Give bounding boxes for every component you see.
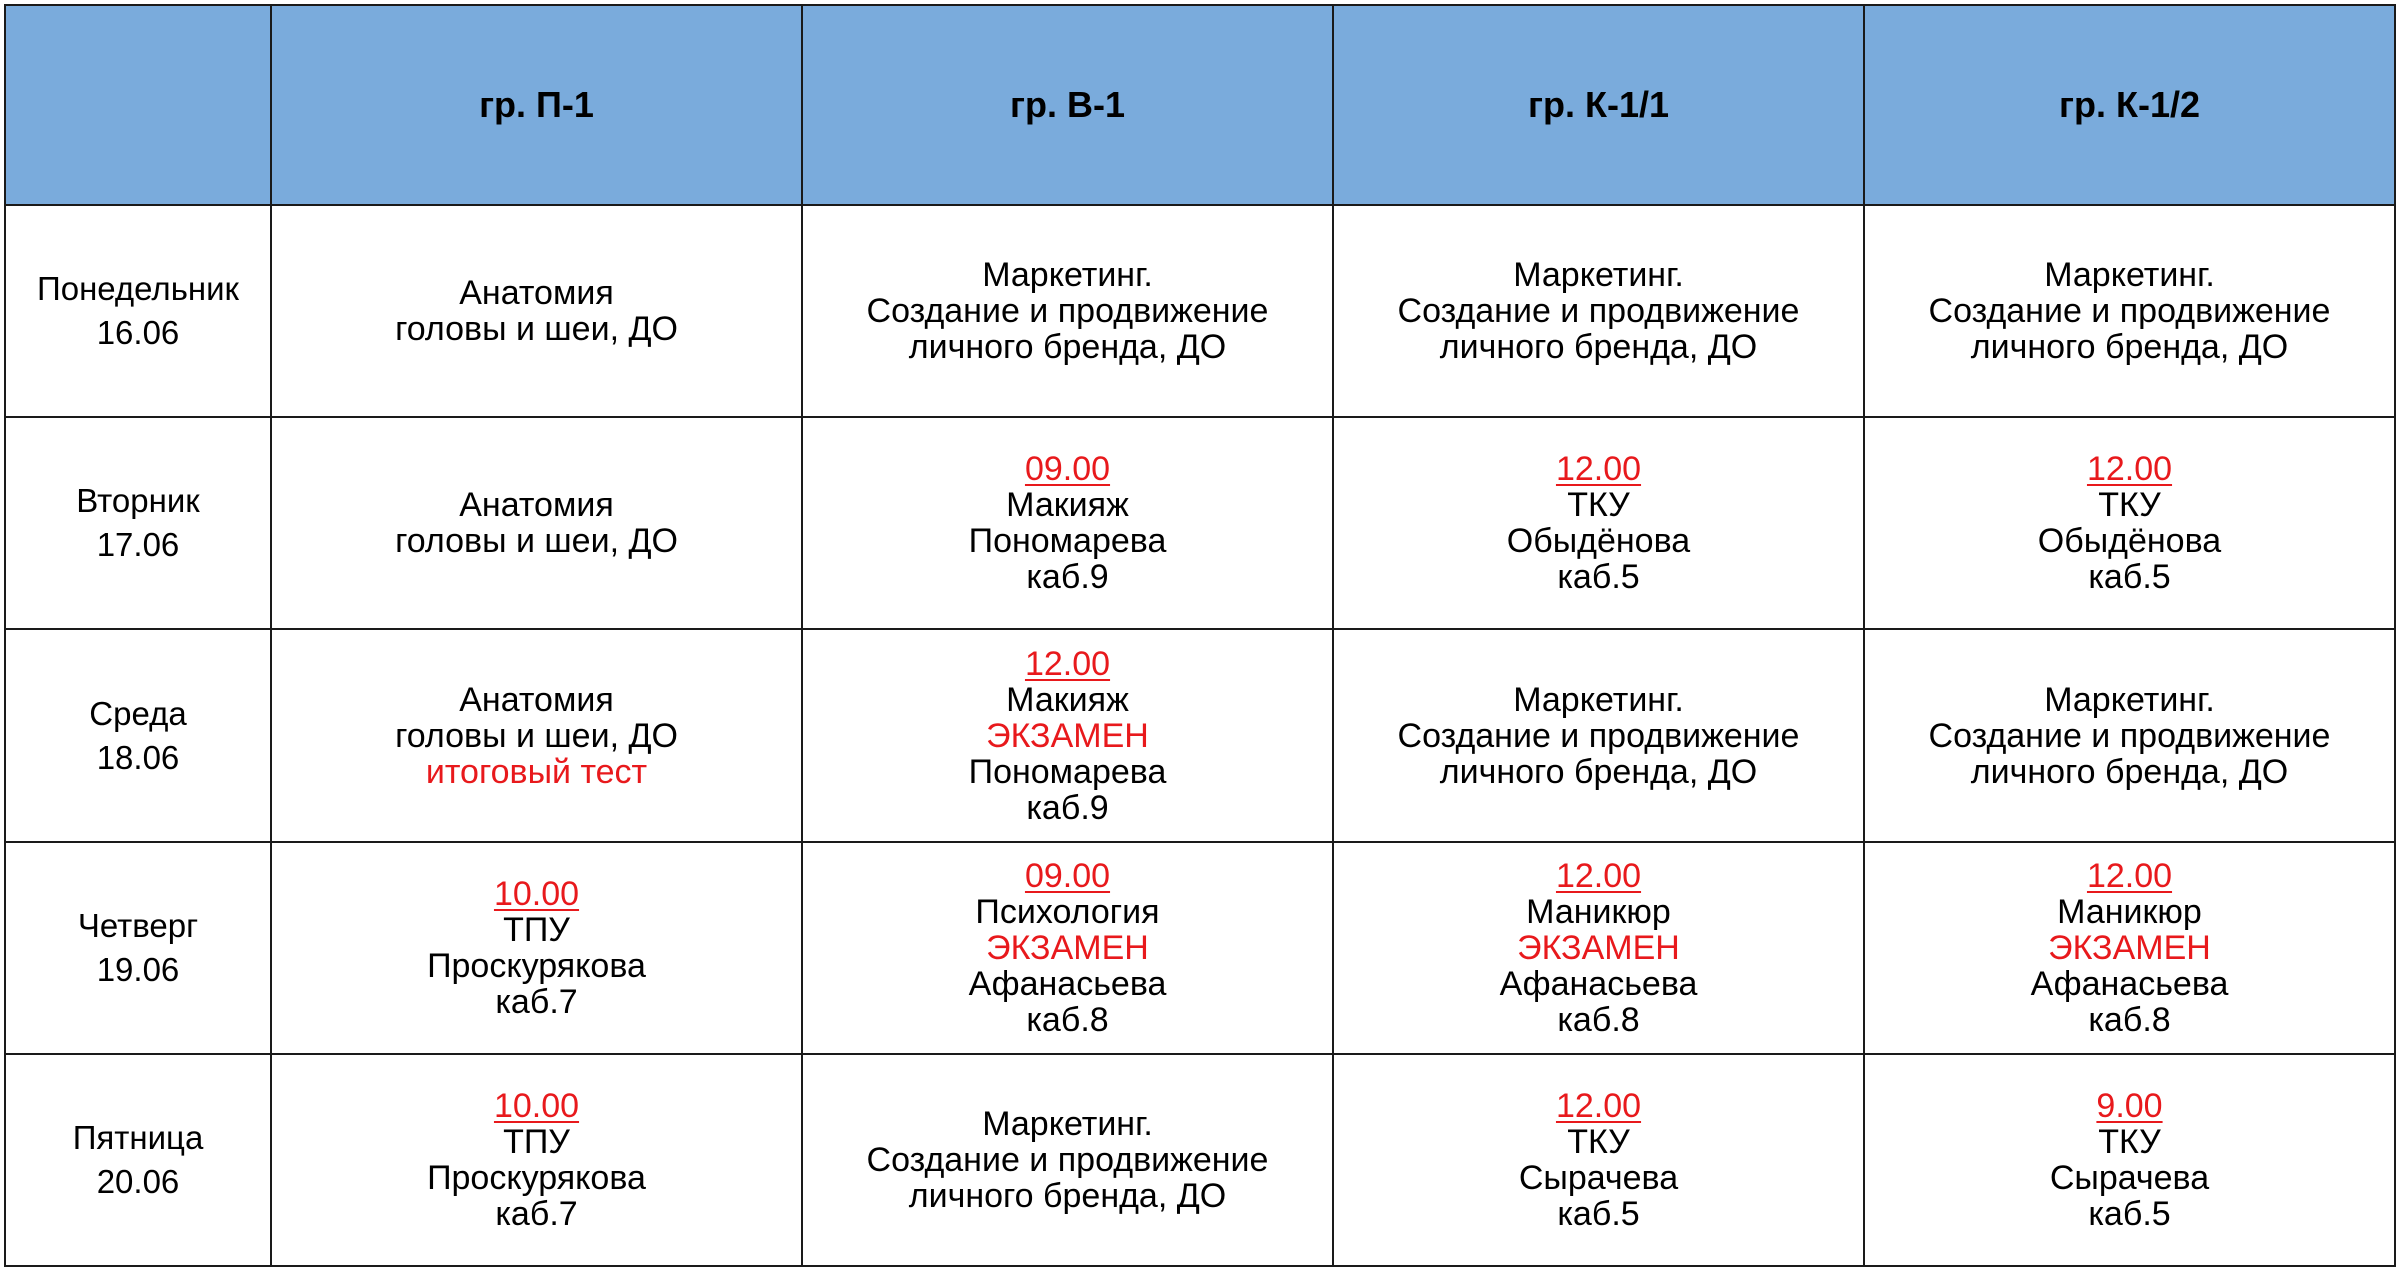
final-test-note: итоговый тест [425, 752, 648, 791]
day-name: Четверг [77, 906, 199, 944]
teacher-name: Сырачева [2049, 1158, 2210, 1197]
lesson-cell [802, 1054, 1333, 1266]
lesson-time: 10.00 [493, 874, 580, 913]
subject-text: личного бренда, ДО [1970, 328, 2289, 367]
day-date: 18.06 [96, 738, 180, 776]
lesson-cell [802, 842, 1333, 1054]
room-number: каб.5 [1557, 1194, 1640, 1233]
lesson-cell [271, 417, 802, 629]
room-number: каб.5 [1557, 558, 1640, 597]
subject-text: личного бренда, ДО [908, 328, 1227, 367]
lesson-cell [1333, 629, 1864, 841]
room-number: каб.5 [2088, 558, 2171, 597]
day-row-tuesday [5, 417, 2395, 629]
room-number: каб.9 [1026, 558, 1109, 597]
subject-text: Маркетинг. [982, 1104, 1153, 1143]
subject-text: Психология [975, 892, 1160, 931]
subject-text: ТКУ [1567, 1122, 1630, 1161]
group-header-v1: гр. В-1 [802, 5, 1333, 205]
day-row-wednesday [5, 629, 2395, 841]
day-row-friday [5, 1054, 2395, 1266]
subject-text: личного бренда, ДО [1439, 752, 1758, 791]
day-cell [5, 842, 271, 1054]
subject-text: личного бренда, ДО [1970, 752, 2289, 791]
subject-text: Маникюр [1526, 892, 1671, 931]
subject-text: Макияж [1006, 680, 1129, 719]
lesson-time: 10.00 [493, 1086, 580, 1125]
exam-badge: ЭКЗАМЕН [986, 928, 1149, 967]
subject-text: Маркетинг. [2044, 256, 2215, 295]
subject-text: Создание и продвижение [866, 1140, 1269, 1179]
lesson-cell [1333, 1054, 1864, 1266]
lesson-cell [271, 842, 802, 1054]
exam-badge: ЭКЗАМЕН [2048, 928, 2211, 967]
lesson-cell [802, 629, 1333, 841]
day-cell [5, 417, 271, 629]
teacher-name: Обыдёнова [1506, 522, 1691, 561]
group-header-p1: гр. П-1 [271, 5, 802, 205]
teacher-name: Пономарева [968, 522, 1167, 561]
lesson-cell [1333, 205, 1864, 417]
lesson-time: 12.00 [1555, 1086, 1642, 1125]
lesson-time: 09.00 [1024, 856, 1111, 895]
subject-text: личного бренда, ДО [908, 1176, 1227, 1215]
day-cell [5, 205, 271, 417]
lesson-cell [271, 1054, 802, 1266]
exam-badge: ЭКЗАМЕН [986, 716, 1149, 755]
subject-text: Создание и продвижение [1928, 292, 2331, 331]
day-date: 16.06 [96, 314, 180, 352]
room-number: каб.9 [1026, 788, 1109, 827]
lesson-cell [1864, 842, 2395, 1054]
teacher-name: Афанасьева [2030, 964, 2229, 1003]
header-row [5, 5, 2395, 205]
subject-text: Маникюр [2057, 892, 2202, 931]
lesson-cell [1864, 205, 2395, 417]
room-number: каб.7 [495, 1194, 578, 1233]
lesson-time: 09.00 [1024, 450, 1111, 489]
lesson-cell [1864, 1054, 2395, 1266]
subject-text: Создание и продвижение [866, 292, 1269, 331]
room-number: каб.8 [1026, 1000, 1109, 1039]
subject-text: головы и шеи, ДО [395, 522, 678, 561]
subject-text: Маркетинг. [1513, 256, 1684, 295]
room-number: каб.8 [2088, 1000, 2171, 1039]
teacher-name: Сырачева [1518, 1158, 1679, 1197]
day-name: Среда [89, 694, 187, 732]
lesson-cell [271, 205, 802, 417]
day-name: Понедельник [37, 270, 239, 308]
lesson-time: 12.00 [1555, 450, 1642, 489]
subject-text: личного бренда, ДО [1439, 328, 1758, 367]
subject-text: ТКУ [1567, 486, 1630, 525]
teacher-name: Проскурякова [427, 946, 646, 985]
room-number: каб.7 [495, 982, 578, 1021]
subject-text: головы и шеи, ДО [395, 716, 678, 755]
day-cell [5, 629, 271, 841]
room-number: каб.8 [1557, 1000, 1640, 1039]
day-date: 17.06 [96, 526, 180, 564]
group-header-k1-2: гр. К-1/2 [1864, 5, 2395, 205]
exam-badge: ЭКЗАМЕН [1517, 928, 1680, 967]
subject-text: Анатомия [459, 680, 614, 719]
teacher-name: Афанасьева [968, 964, 1167, 1003]
schedule-table [4, 4, 2396, 1267]
subject-text: ТКУ [2098, 1122, 2161, 1161]
day-row-monday [5, 205, 2395, 417]
lesson-cell [1864, 417, 2395, 629]
day-name: Вторник [76, 482, 200, 520]
lesson-time: 12.00 [1555, 856, 1642, 895]
subject-text: Маркетинг. [2044, 680, 2215, 719]
room-number: каб.5 [2088, 1194, 2171, 1233]
subject-text: Анатомия [459, 274, 614, 313]
day-row-thursday [5, 842, 2395, 1054]
group-header-k1-1: гр. К-1/1 [1333, 5, 1864, 205]
subject-text: Анатомия [459, 486, 614, 525]
subject-text: ТКУ [2098, 486, 2161, 525]
subject-text: Маркетинг. [982, 256, 1153, 295]
lesson-time: 12.00 [2086, 856, 2173, 895]
subject-text: ТПУ [503, 1122, 570, 1161]
teacher-name: Обыдёнова [2037, 522, 2222, 561]
subject-text: Создание и продвижение [1928, 716, 2331, 755]
subject-text: ТПУ [503, 910, 570, 949]
subject-text: Маркетинг. [1513, 680, 1684, 719]
lesson-time: 9.00 [2096, 1086, 2163, 1125]
lesson-cell [1864, 629, 2395, 841]
lesson-cell [802, 417, 1333, 629]
lesson-time: 12.00 [1024, 644, 1111, 683]
day-date: 20.06 [96, 1162, 180, 1200]
day-cell [5, 1054, 271, 1266]
day-date: 19.06 [96, 950, 180, 988]
lesson-cell [271, 629, 802, 841]
day-name: Пятница [72, 1118, 204, 1156]
lesson-time: 12.00 [2086, 450, 2173, 489]
lesson-cell [802, 205, 1333, 417]
teacher-name: Пономарева [968, 752, 1167, 791]
subject-text: Создание и продвижение [1397, 292, 1800, 331]
lesson-cell [1333, 842, 1864, 1054]
teacher-name: Проскурякова [427, 1158, 646, 1197]
corner-cell [5, 5, 271, 205]
subject-text: Макияж [1006, 486, 1129, 525]
subject-text: головы и шеи, ДО [395, 310, 678, 349]
lesson-cell [1333, 417, 1864, 629]
subject-text: Создание и продвижение [1397, 716, 1800, 755]
teacher-name: Афанасьева [1499, 964, 1698, 1003]
